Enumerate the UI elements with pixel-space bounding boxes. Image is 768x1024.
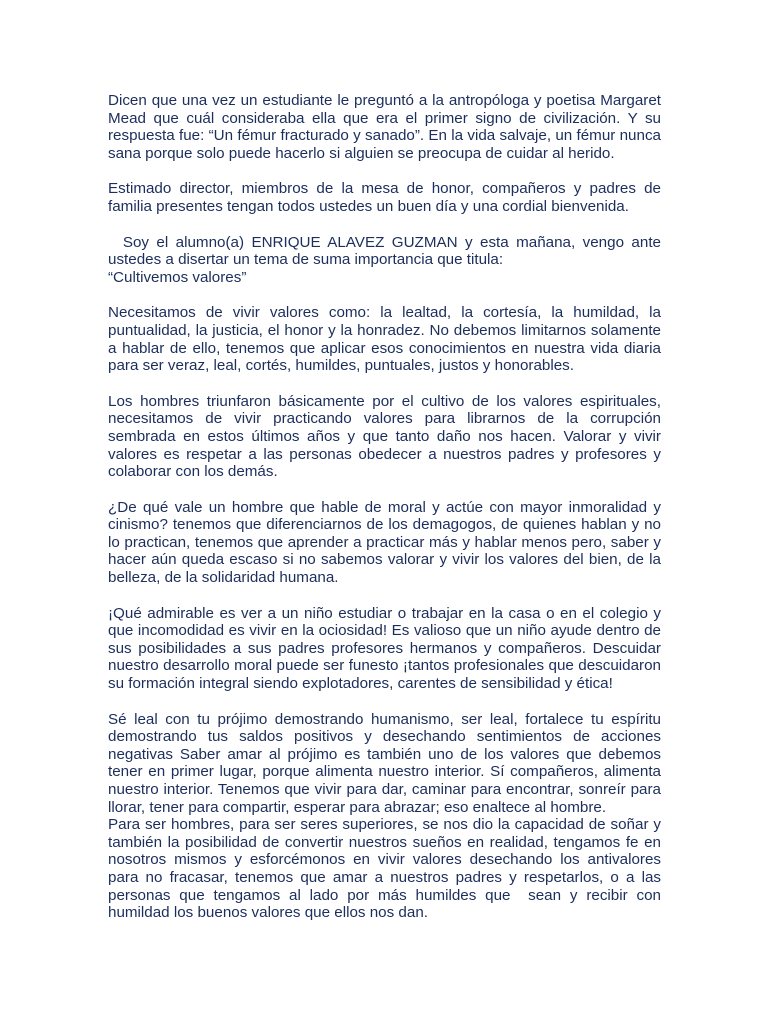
paragraph-values-list: Necesitamos de vivir valores como: la lealtad, la cortesía, la humildad, la puntualidad, la justicia, el honor y la honradez. No debemos limitarnos solamente a hablar de ello, tenemos que aplicar esos conocimientos en nuestra vida diaria para ser veraz, leal, cortés, humildes, puntuales, justos y honorables.	[108, 304, 666, 375]
paragraph-gap	[108, 286, 661, 304]
document-page	[108, 92, 666, 922]
paragraph-gap	[108, 162, 661, 180]
paragraph-spiritual-values: Los hombres triunfaron básicamente por el cultivo de los valores espirituales, necesitamos de vivir practicando valores para librarnos de la corrupción sembrada en estos últimos años y que tanto daño nos hacen. Valorar y vivir valores es respetar a las personas obedecer a nuestros padres y profesores y colaborar con los demás.	[108, 392, 666, 481]
paragraph-moral-question: ¿De qué vale un hombre que hable de moral y actúe con mayor inmoralidad y cinismo? tenemos que diferenciarnos de los demagogos, de quienes hablan y no lo practican, tenemos que aprender a practicar más y hablar menos pero, saber y hacer aún queda escaso si no sabemos valorar y vivir los valores del bien, de la belleza, de la solidaridad humana.	[108, 498, 666, 587]
paragraph-introduction: Soy el alumno(a) ENRIQUE ALAVEZ GUZMAN y esta mañana, vengo ante ustedes a disertar un tema de suma importancia que titula: “Cultivemos valores”	[108, 233, 661, 286]
paragraph-gap	[108, 481, 661, 499]
paragraph-child-study: ¡Qué admirable es ver a un niño estudiar o trabajar en la casa o en el colegio y que incomodidad es vivir en la ociosidad! Es valioso que un niño ayude dentro de sus posibilidades a sus padres profesores hermanos y compañeros. Descuidar nuestro desarrollo moral puede ser funesto ¡tantos profesionales que descuidaron su formación integral siendo explotadores, carentes de sensibilidad y ética!	[108, 604, 666, 693]
paragraph-greeting: Estimado director, miembros de la mesa de honor, compañeros y padres de familia presentes tengan todos ustedes un buen día y una cordial bienvenida.	[108, 180, 666, 215]
paragraph-gap	[108, 587, 661, 605]
paragraph-gap	[108, 375, 661, 393]
paragraph-loyalty: Sé leal con tu prójimo demostrando humanismo, ser leal, fortalece tu espíritu demostrando tus saldos positivos y desechando sentimientos de acciones negativas Saber amar al prójimo es también uno de los valores que debemos tener en primer lugar, porque alimenta nuestro interior. Sí compañeros, alimenta nuestro interior. Tenemos que vivir para dar, caminar para encontrar, sonreír para llorar, tener para compartir, esperar para abrazar; eso enaltece al hombre.	[108, 710, 666, 816]
paragraph-dreams: Para ser hombres, para ser seres superiores, se nos dio la capacidad de soñar y también la posibilidad de convertir nuestros sueños en realidad, tengamos fe en nosotros mismos y esforcémonos en vivir valores desechando los antivalores para no fracasar, tenemos que amar a nuestros padres y respetarlos, o a las personas que tengamos al lado por más humildes que sean y recibir con humildad los buenos valores que ellos nos dan.	[108, 816, 666, 922]
paragraph-gap	[108, 693, 661, 711]
paragraph-margaret-mead: Dicen que una vez un estudiante le preguntó a la antropóloga y poetisa Margaret Mead que cuál consideraba ella que era el primer signo de civilización. Y su respuesta fue: “Un fémur fracturado y sanado”. En la vida salvaje, un fémur nunca sana porque solo puede hacerlo si alguien se preocupa de cuidar al herido.	[108, 92, 666, 162]
paragraph-gap	[108, 216, 661, 234]
